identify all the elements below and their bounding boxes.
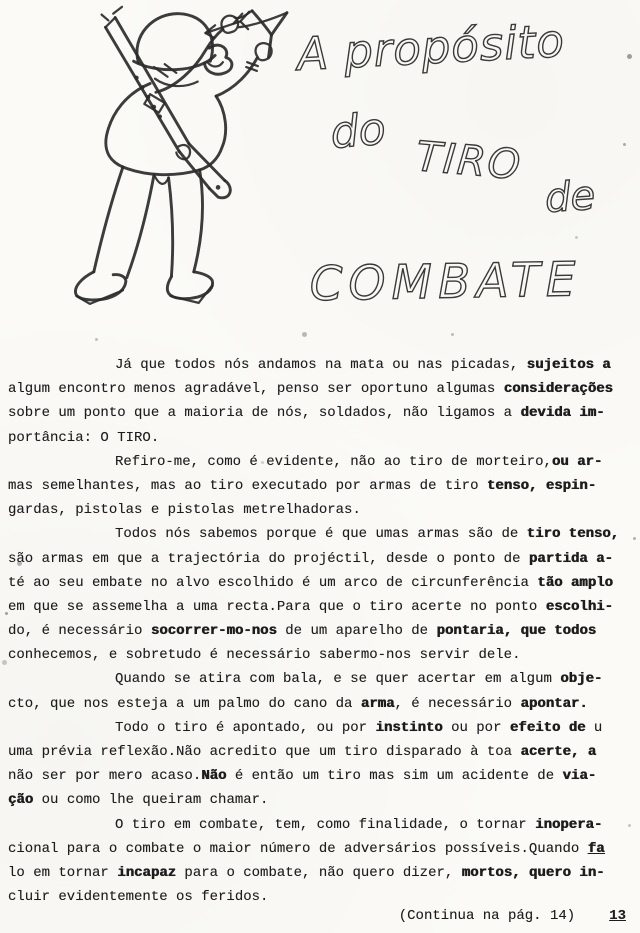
paragraph bbox=[8, 813, 638, 910]
text-line: mas semelhantes, mas ao tiro executado por armas de tiro tenso, espin- bbox=[8, 477, 597, 494]
soldier-legs bbox=[94, 167, 203, 278]
continuation-note: (Continua na pág. 14) bbox=[398, 908, 576, 924]
text-line: são armas em que a trajectória do projéctil, desde o ponto de partida a- bbox=[8, 550, 613, 567]
text-line: sobre um ponto que a maioria de nós, soldados, não ligamos a devida im- bbox=[8, 405, 605, 422]
body-text bbox=[8, 353, 638, 909]
title-word-tiro: TIRO bbox=[414, 132, 524, 190]
paragraph bbox=[8, 450, 638, 523]
page-footer bbox=[399, 908, 626, 924]
title-word-de: de bbox=[543, 172, 597, 222]
text-line: Refiro-me, como é evidente, não ao tiro de morteiro,ou ar- bbox=[115, 453, 603, 470]
text-line: em que se assemelha a uma recta.Para que o tiro acerte no ponto escolhi- bbox=[8, 598, 613, 615]
text-line: portância: O TIRO. bbox=[8, 429, 160, 446]
text-line: Já que todos nós andamos na mata ou nas picadas, sujeitos a bbox=[115, 357, 611, 373]
text-line: lo em tornar incapaz para o combate, não quero dizer, mortos, quero in- bbox=[8, 864, 605, 881]
paragraph bbox=[8, 522, 638, 667]
text-line: gardas, pistolas e pistolas metrelhadoras. bbox=[8, 502, 361, 519]
title-word-do: do bbox=[328, 103, 388, 159]
text-line: uma prévia reflexão.Não acredito que um tiro disparado à toa acerte, a bbox=[8, 744, 597, 760]
text-line: O tiro em combate, tem, como finalidade, o tornar inopera- bbox=[115, 816, 603, 833]
text-line: conhecemos, e sobretudo é necessário sabermo-nos servir dele. bbox=[8, 647, 521, 664]
text-line: do, é necessário socorrer-mo-nos de um aparelho de pontaria, que todos bbox=[8, 623, 597, 640]
paragraph bbox=[8, 716, 638, 813]
title-word-a-proposito: A propósito bbox=[295, 14, 567, 81]
text-line: cluir evidentemente os feridos. bbox=[8, 889, 269, 906]
text-line: Todo o tiro é apontado, ou por instinto ou por efeito de u bbox=[115, 719, 603, 736]
text-line: algum encontro menos agradável, penso ser oportuno algumas considerações bbox=[8, 381, 613, 398]
paragraph bbox=[8, 353, 638, 450]
text-line: cto, que nos esteja a um palmo do cano da arma, é necessário apontar. bbox=[8, 695, 588, 712]
text-line: Quando se atira com bala, e se quer acertar em algum obje- bbox=[115, 671, 603, 688]
handwritten-title bbox=[288, 0, 640, 330]
text-line: não ser por mero acaso.Não é então um tiro mas sim um acidente de via- bbox=[8, 768, 597, 785]
text-line: té ao seu embate no alvo escolhido é um arco de circunferência tão amplo bbox=[8, 574, 613, 591]
soldier-cartoon-illustration bbox=[8, 2, 300, 332]
text-line: ção ou como lhe queiram chamar. bbox=[8, 792, 269, 809]
text-line: Todos nós sabemos porque é que umas armas são de tiro tenso, bbox=[115, 526, 620, 543]
scan-noise bbox=[0, 0, 3, 3]
text-line: cional para o combate o maior número de adversários possíveis.Quando fa bbox=[8, 840, 605, 857]
title-word-combate: COMBATE bbox=[309, 252, 582, 312]
paragraph bbox=[8, 667, 638, 715]
soldier-boots bbox=[75, 272, 212, 304]
page-number: 13 bbox=[609, 908, 626, 924]
